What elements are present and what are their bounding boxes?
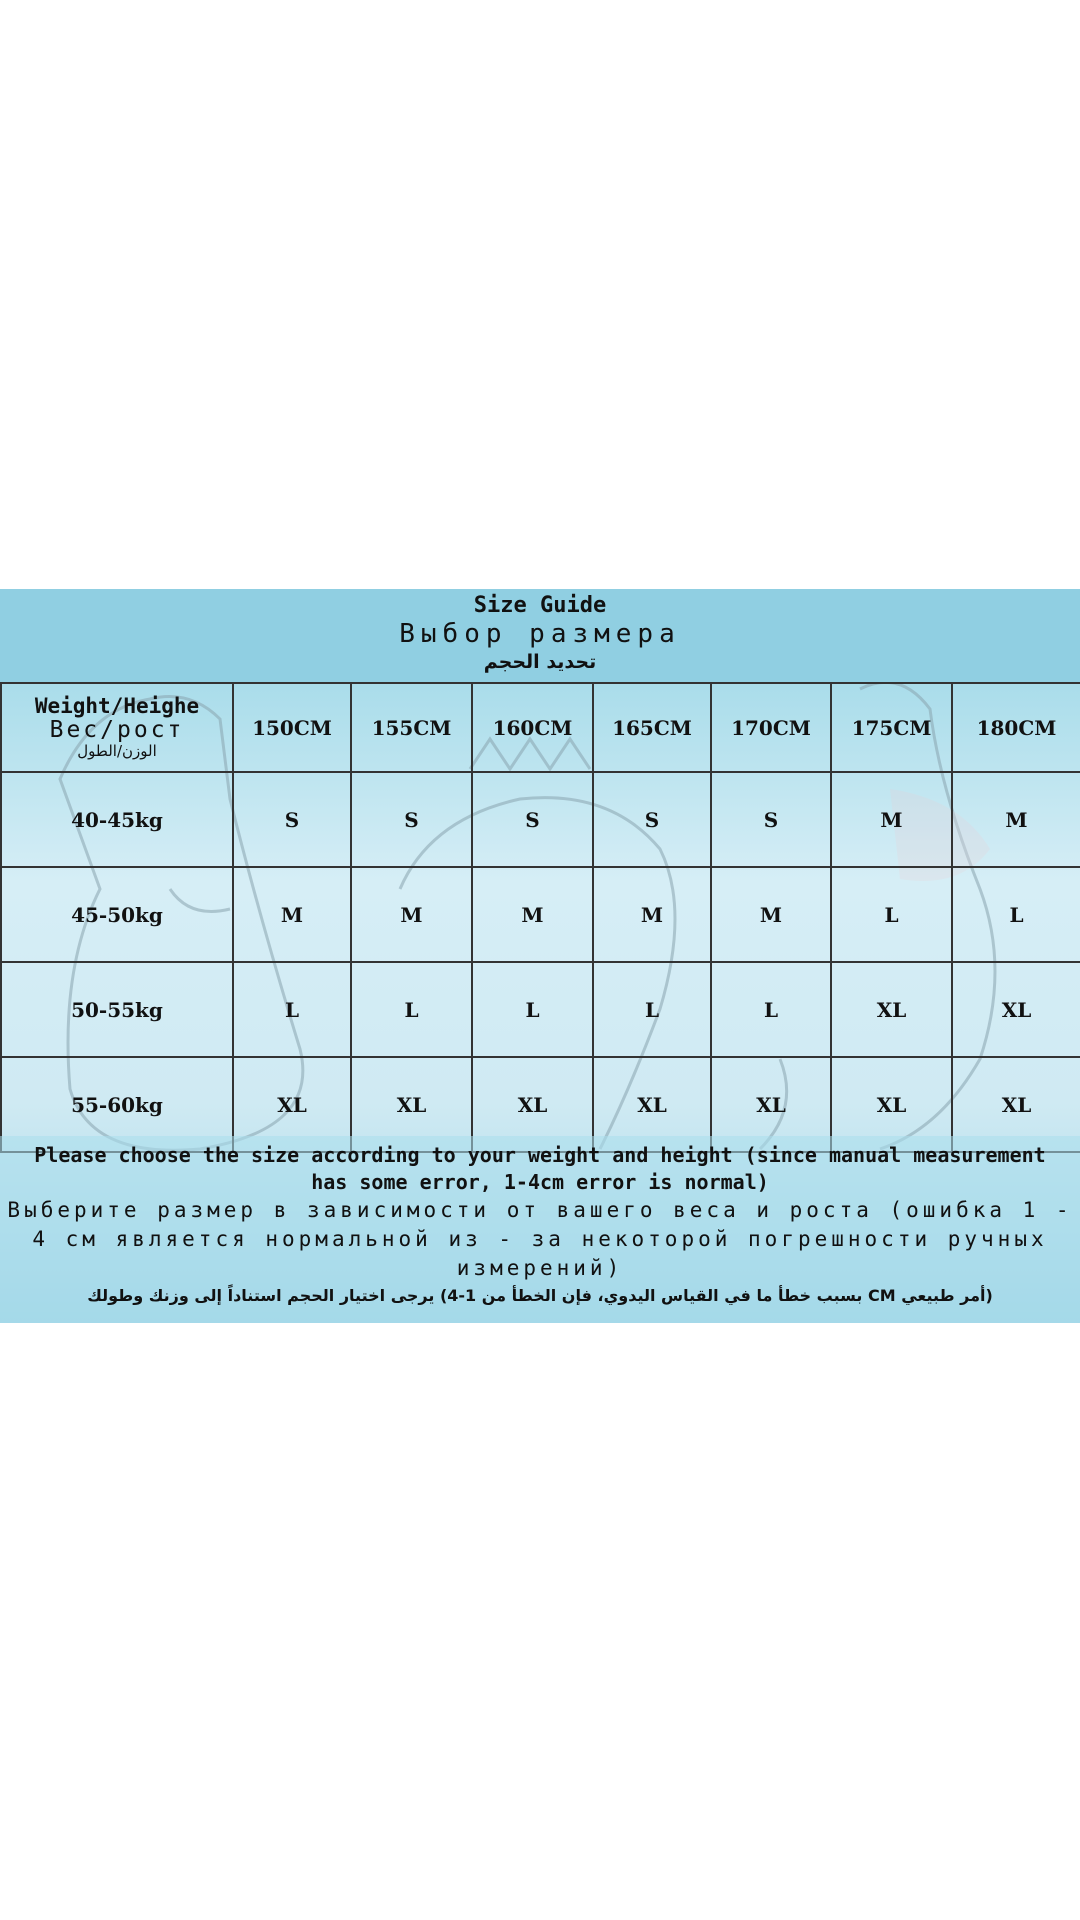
table-row (1, 962, 1080, 1057)
size-cell: S (472, 772, 593, 867)
height-header: 170CM (711, 683, 831, 772)
size-cell: S (351, 772, 472, 867)
size-table (0, 682, 1080, 1153)
size-cell: L (711, 962, 831, 1057)
height-header: 180CM (952, 683, 1080, 772)
size-cell: XL (952, 962, 1080, 1057)
size-cell: L (593, 962, 711, 1057)
size-cell: L (351, 962, 472, 1057)
weight-label: 45-50kg (1, 867, 233, 962)
size-cell: S (233, 772, 351, 867)
title-russian: Выбор размера (399, 619, 681, 649)
height-header: 165CM (593, 683, 711, 772)
size-cell: M (831, 772, 952, 867)
note-russian: Выберите размер в зависимости от вашего веса и роста (ошибка 1 - 4 см является нормальной из - за некоторой погрешности ручных измерений) (7, 1198, 1073, 1280)
height-header: 175CM (831, 683, 952, 772)
size-cell: S (593, 772, 711, 867)
size-cell: XL (233, 1057, 351, 1152)
weight-label: 50-55kg (1, 962, 233, 1057)
size-cell: XL (952, 1057, 1080, 1152)
size-cell: M (351, 867, 472, 962)
size-cell: XL (472, 1057, 593, 1152)
height-header: 155CM (351, 683, 472, 772)
corner-cell (1, 683, 233, 772)
height-header: 160CM (472, 683, 593, 772)
size-cell: XL (711, 1057, 831, 1152)
weight-label: 40-45kg (1, 772, 233, 867)
size-guide-header (0, 589, 1080, 684)
size-cell: M (472, 867, 593, 962)
size-cell: M (593, 867, 711, 962)
size-cell: M (233, 867, 351, 962)
title-english: Size Guide (473, 593, 607, 618)
size-cell: S (711, 772, 831, 867)
size-cell: XL (831, 1057, 952, 1152)
size-cell: XL (593, 1057, 711, 1152)
size-cell: M (711, 867, 831, 962)
size-guide-note (0, 1136, 1080, 1323)
size-guide-card (0, 589, 1080, 1323)
height-header: 150CM (233, 683, 351, 772)
table-row (1, 867, 1080, 962)
weight-label: 55-60kg (1, 1057, 233, 1152)
size-cell: L (233, 962, 351, 1057)
corner-label-russian: Вес/рост (49, 717, 185, 744)
corner-label-english: Weight/Heighe (34, 694, 200, 719)
size-cell: M (952, 772, 1080, 867)
size-cell: XL (351, 1057, 472, 1152)
note-arabic: (أمر طبيعي CM بسبب خطأ ما في القياس اليدوي، فإن الخطأ من 1-4) يرجى اختيار الحجم استناداً إلى وزنك وطولك (87, 1286, 993, 1305)
size-cell: XL (831, 962, 952, 1057)
corner-label-arabic: الوزن/الطول (77, 742, 157, 761)
size-cell: L (952, 867, 1080, 962)
note-english: Please choose the size according to your weight and height (since manual measurement has some error, 1-4cm error is normal) (34, 1143, 1046, 1194)
title-arabic: تحديد الحجم (483, 651, 597, 673)
size-cell: L (472, 962, 593, 1057)
size-cell: L (831, 867, 952, 962)
table-header-row (1, 683, 1080, 772)
table-row (1, 772, 1080, 867)
